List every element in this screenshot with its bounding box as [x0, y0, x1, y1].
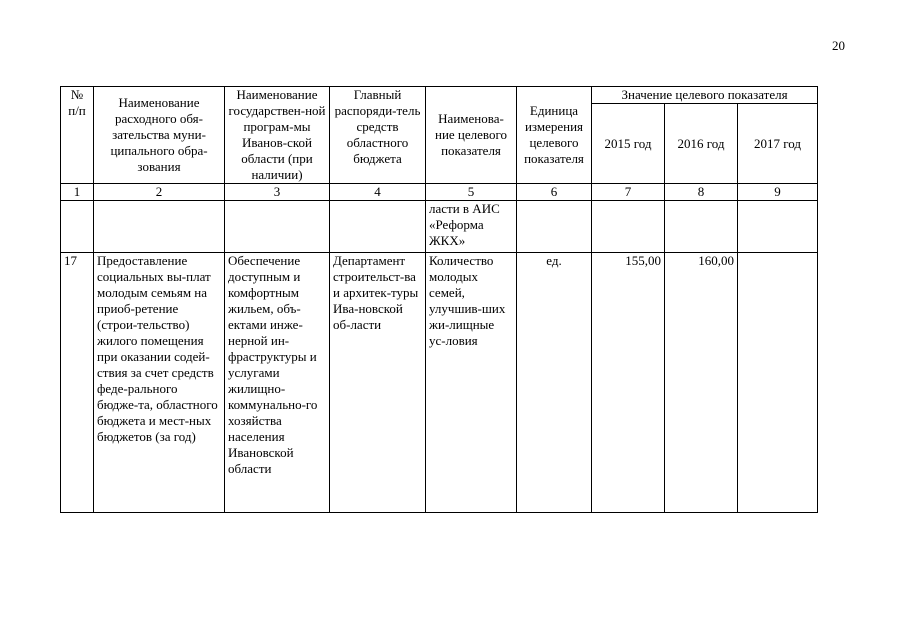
column-number: 6: [517, 184, 592, 201]
column-number: 9: [738, 184, 818, 201]
obligation-name: Предоставление социальных вы-плат молодым семьям на приоб-ретение (строи-тельство) жилого помещения при оказании содей-ствия за счет средств феде-рального бюдже-та, областного бюджета и мест-ных бюджетов (за год): [94, 253, 225, 513]
target-indicators-table: [60, 86, 818, 513]
program-name: Обеспечение доступным и комфортным жильем, объ-ектами инже-нерной ин-фраструктуры и услугами жилищно-коммунально-го хозяйства населения Ивановской области: [225, 253, 330, 513]
header-indicator: Наименова-ние целевого показателя: [426, 87, 517, 184]
table-cell: [592, 201, 665, 253]
indicator-name: Количество молодых семей, улучшив-ших жи-лищные ус-ловия: [426, 253, 517, 513]
continuation-row: [61, 201, 818, 253]
column-number: 7: [592, 184, 665, 201]
table-row: [61, 253, 818, 513]
table-cell: [94, 201, 225, 253]
header-unit: Единица измерения целевого показателя: [517, 87, 592, 184]
budget-manager: Департамент строительст-ва и архитек-туры Ива-новской об-ласти: [330, 253, 426, 513]
header-manager: Главный распоряди-тель средств областного бюджета: [330, 87, 426, 184]
header-num: № п/п: [61, 87, 94, 184]
column-number: 2: [94, 184, 225, 201]
header-year-2016: 2016 год: [665, 104, 738, 184]
continuation-indicator: ласти в АИС «Реформа ЖКХ»: [426, 201, 517, 253]
value-2017: [738, 253, 818, 513]
table-cell: [330, 201, 426, 253]
value-2016: 160,00: [665, 253, 738, 513]
column-number: 4: [330, 184, 426, 201]
column-number-row: [61, 184, 818, 201]
value-2015: 155,00: [592, 253, 665, 513]
header-obligation: Наименование расходного обя-зательства муни-ципального обра-зования: [94, 87, 225, 184]
page-number: 20: [832, 38, 845, 53]
header-row-1: [61, 87, 818, 104]
table-cell: [738, 201, 818, 253]
header-year-2017: 2017 год: [738, 104, 818, 184]
column-number: 1: [61, 184, 94, 201]
column-number: 3: [225, 184, 330, 201]
unit-of-measure: ед.: [517, 253, 592, 513]
header-target-value-group: Значение целевого показателя: [592, 87, 818, 104]
table-cell: [61, 201, 94, 253]
column-number: 8: [665, 184, 738, 201]
header-program: Наименование государствен-ной програм-мы Иванов-ской области (при наличии): [225, 87, 330, 184]
table-cell: [517, 201, 592, 253]
column-number: 5: [426, 184, 517, 201]
row-number: 17: [61, 253, 94, 513]
table-cell: [665, 201, 738, 253]
header-year-2015: 2015 год: [592, 104, 665, 184]
table-cell: [225, 201, 330, 253]
